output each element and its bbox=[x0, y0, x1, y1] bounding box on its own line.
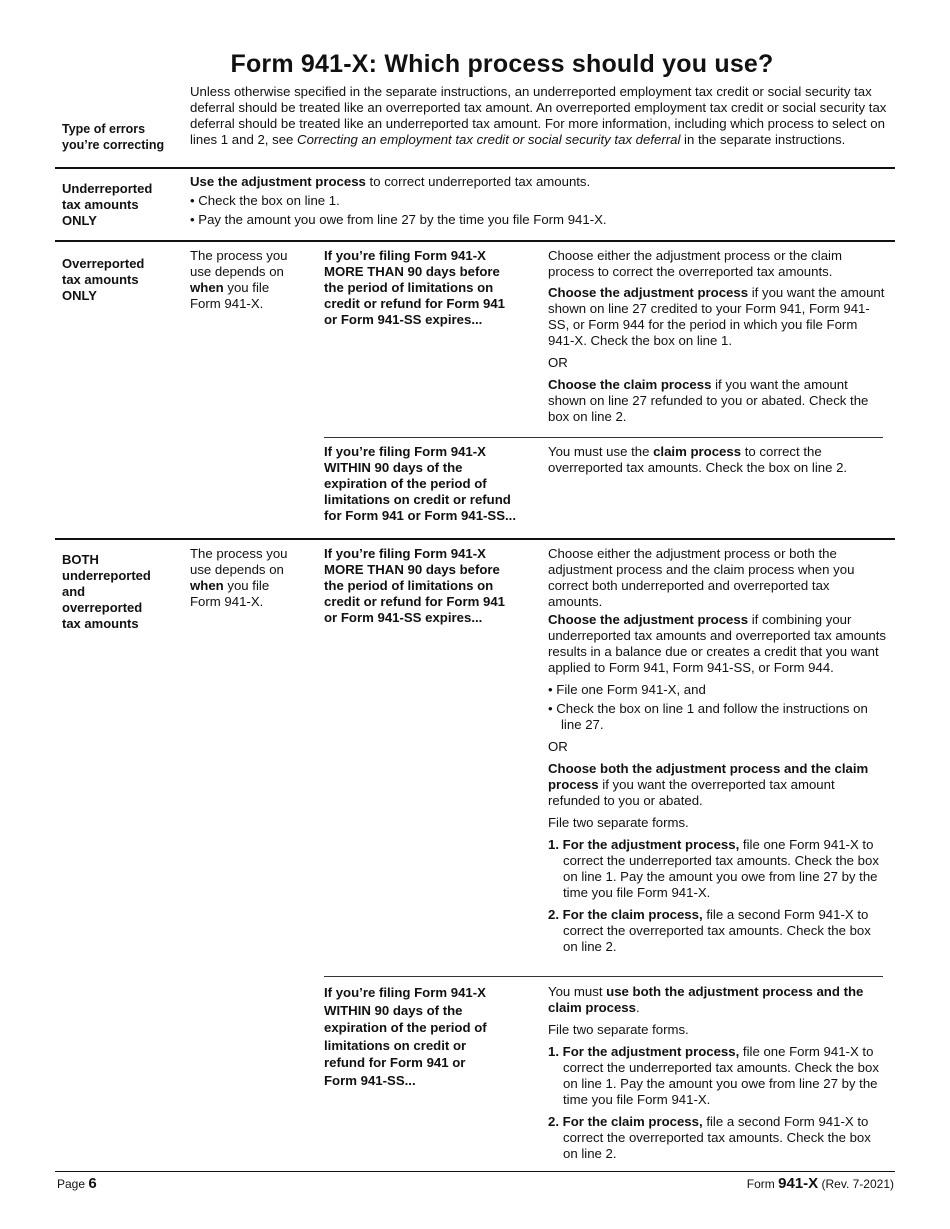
both-cond-within: If you’re filing Form 941-X WITHIN 90 days of the expiration of the period of limitations on credit or refund for Form 941 or Form 941-SS... bbox=[324, 985, 487, 1088]
type-of-errors-label: Type of errors you’re correcting bbox=[62, 122, 165, 152]
over-cond-more: If you’re filing Form 941-X MORE THAN 90 days before the period of limitations on credit or refund for Form 941 or Form 941-SS expires... bbox=[324, 248, 505, 327]
page-title: Form 941-X: Which process should you use? bbox=[230, 50, 774, 78]
intro-text: Unless otherwise specified in the separate instructions, an underreported employment tax credit or social security tax deferral should be treated like an overreported tax amount. An overreported employment tax credit or social security tax deferral should be treated like an underreported tax amount. For more information, including which process to select on lines 1 and 2, see Correcting an employment tax credit or social security tax deferral in the separate instructions. bbox=[190, 84, 887, 147]
over-must-claim: You must use the claim process to correct the overreported tax amounts. Check the box on line 2. bbox=[548, 444, 848, 475]
footer-rule bbox=[55, 1171, 895, 1172]
form-revision: Form 941-X (Rev. 7-2021) bbox=[746, 1175, 894, 1192]
divider bbox=[324, 976, 883, 977]
under-label: Underreported tax amounts ONLY bbox=[62, 181, 153, 228]
both-cond-more: If you’re filing Form 941-X MORE THAN 90 days before the period of limitations on credit or refund for Form 941 or Form 941-SS expires... bbox=[324, 546, 505, 625]
divider bbox=[55, 240, 895, 242]
both-label: BOTH underreported and overreported tax amounts bbox=[62, 552, 151, 631]
over-cond-within: If you’re filing Form 941-X WITHIN 90 days of the expiration of the period of limitations on credit or refund for Form 941 or Form 941-SS... bbox=[324, 444, 517, 523]
over-label: Overreported tax amounts ONLY bbox=[62, 256, 145, 303]
divider bbox=[55, 538, 895, 540]
under-text: Use the adjustment process to correct underreported tax amounts. • Check the box on line 1. • Pay the amount you owe from line 27 by the time you file Form 941-X. bbox=[190, 174, 607, 227]
both-choices: Choose either the adjustment process or both the adjustment process and the claim process when you correct both underreported and overreported tax amounts. Choose the adjustment process if combining your underreported tax amounts and overreported tax amounts results in a balance due or creates a credit that you want applied to Form 941, Form 941-SS, or Form 944. • File one Form 941-X, and • Check the box on line 1 and follow the instructions on line 27. OR Choose both the adjustment process and the claim process if you want the overreported tax amount refunded to you or abated. File two separate forms. 1. For the adjustment process, file one Form 941-X to correct the underreported tax amounts. Check the box on line 1. Pay the amount you owe from line 27 by the time you file Form 941-X. 2. For the claim process, file a second Form 941-X to correct the overreported tax amounts. Check the box on line 2. bbox=[548, 546, 886, 954]
both-depends: The process you use depends on when you file Form 941-X. bbox=[190, 546, 288, 609]
both-must-both: You must use both the adjustment process and the claim process. File two separate forms. 1. For the adjustment process, file one Form 941-X to correct the underreported tax amounts. Check the box on line 1. Pay the amount you owe from line 27 by the time you file Form 941-X. 2. For the claim process, file a second Form 941-X to correct the overreported tax amounts. Check the box on line 2. bbox=[548, 984, 879, 1161]
divider bbox=[324, 437, 883, 438]
over-depends: The process you use depends on when you file Form 941-X. bbox=[190, 248, 288, 311]
page-number: Page 6 bbox=[57, 1175, 97, 1192]
over-choices: Choose either the adjustment process or the claim process to correct the overreported tax amounts. Choose the adjustment process if you want the amount shown on line 27 credited to your Form 941, Form 941-SS, or Form 944 for the period in which you file Form 941-X. Check the box on line 1. OR Choose the claim process if you want the amount shown on line 27 refunded to you or abated. Check the box on line 2. bbox=[548, 248, 885, 424]
divider bbox=[55, 167, 895, 169]
